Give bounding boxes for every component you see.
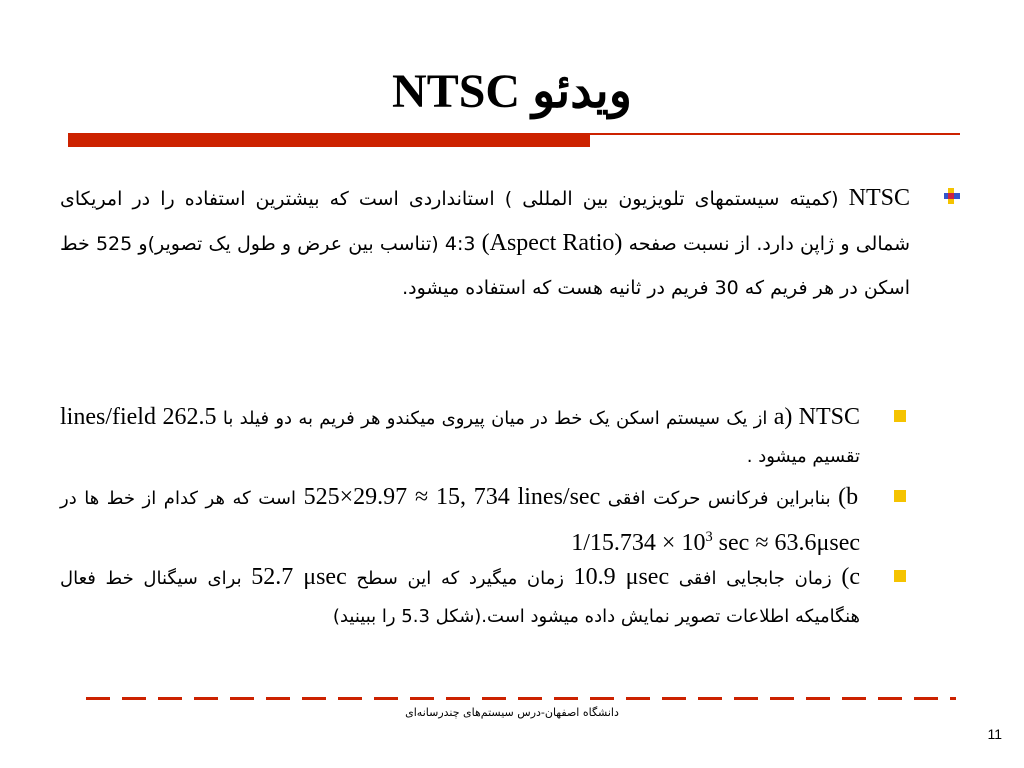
slide-title: ویدئو NTSC <box>392 65 632 118</box>
title-accent-bar <box>68 135 590 147</box>
main-bullet-icon <box>944 188 960 204</box>
sub-c-value-1: 10.9 μsec <box>573 564 670 590</box>
sub-point-b <box>60 478 860 564</box>
aspect-ratio-term: (Aspect Ratio) <box>481 230 623 256</box>
ntsc-term: NTSC <box>848 185 911 211</box>
footer-text: دانشگاه اصفهان-درس سیستم‌های چندرسانه‌ای <box>405 706 619 719</box>
sub-point-a <box>60 398 860 476</box>
sub-bullet-c-icon <box>894 570 906 582</box>
sub-c-value-2: 52.7 μsec <box>251 564 347 590</box>
sub-a-text: از یک سیستم اسکن یک خط در میان پیروی میکندو هر فریم به دو فیلد با <box>216 408 768 429</box>
sub-b-text-2: است که هر کدام از خط ها در <box>60 488 297 509</box>
footer-dashed-divider <box>86 697 956 700</box>
main-paragraph <box>60 176 910 310</box>
formula-2-part: 1/15.734 × 10 <box>571 530 706 556</box>
formula-2-tail: sec ≈ 63.6μsec <box>712 530 860 556</box>
sub-c-text-2: زمان میگیرد که این سطح <box>346 568 564 589</box>
sub-a-text-2: تقسیم میشود . <box>746 446 860 467</box>
formula-2-sup: 3 <box>705 529 713 545</box>
sub-b-formula-2 <box>571 530 860 556</box>
page-number: 11 <box>987 726 1002 742</box>
sub-point-c <box>60 558 860 636</box>
main-text-2: 4:3 (تناسب بین عرض و طول یک تصویر)و 525 خط اسکن در هر فریم که 30 فریم در ثانیه هست که استفاده میشود. <box>60 233 910 299</box>
sub-c-label: c) <box>841 564 860 590</box>
sub-c-text-3: برای سیگنال خط فعال هنگامیکه اطلاعات تصویر نمایش داده میشود است.(شکل 5.3 را ببینید) <box>60 568 860 627</box>
sub-a-value: 262.5 lines/field <box>60 404 217 430</box>
sub-b-label: b) <box>838 484 859 510</box>
main-text-1: (کمیته سیستمهای تلویزیون بین المللی ) استانداردی است که بیشترین استفاده را در امریکای شمالی و ژاپن دارد. از نسبت صفحه <box>60 188 911 255</box>
sub-c-text: زمان جابجایی افقی <box>669 568 832 589</box>
sub-b-text: بنابراین فرکانس حرکت افقی <box>600 488 831 509</box>
sub-a-ntsc: NTSC <box>798 404 860 430</box>
sub-a-label: a) <box>773 404 793 430</box>
sub-b-formula: 525×29.97 ≈ 15, 734 lines/sec <box>303 484 601 510</box>
sub-bullet-b-icon <box>894 490 906 502</box>
sub-bullet-a-icon <box>894 410 906 422</box>
